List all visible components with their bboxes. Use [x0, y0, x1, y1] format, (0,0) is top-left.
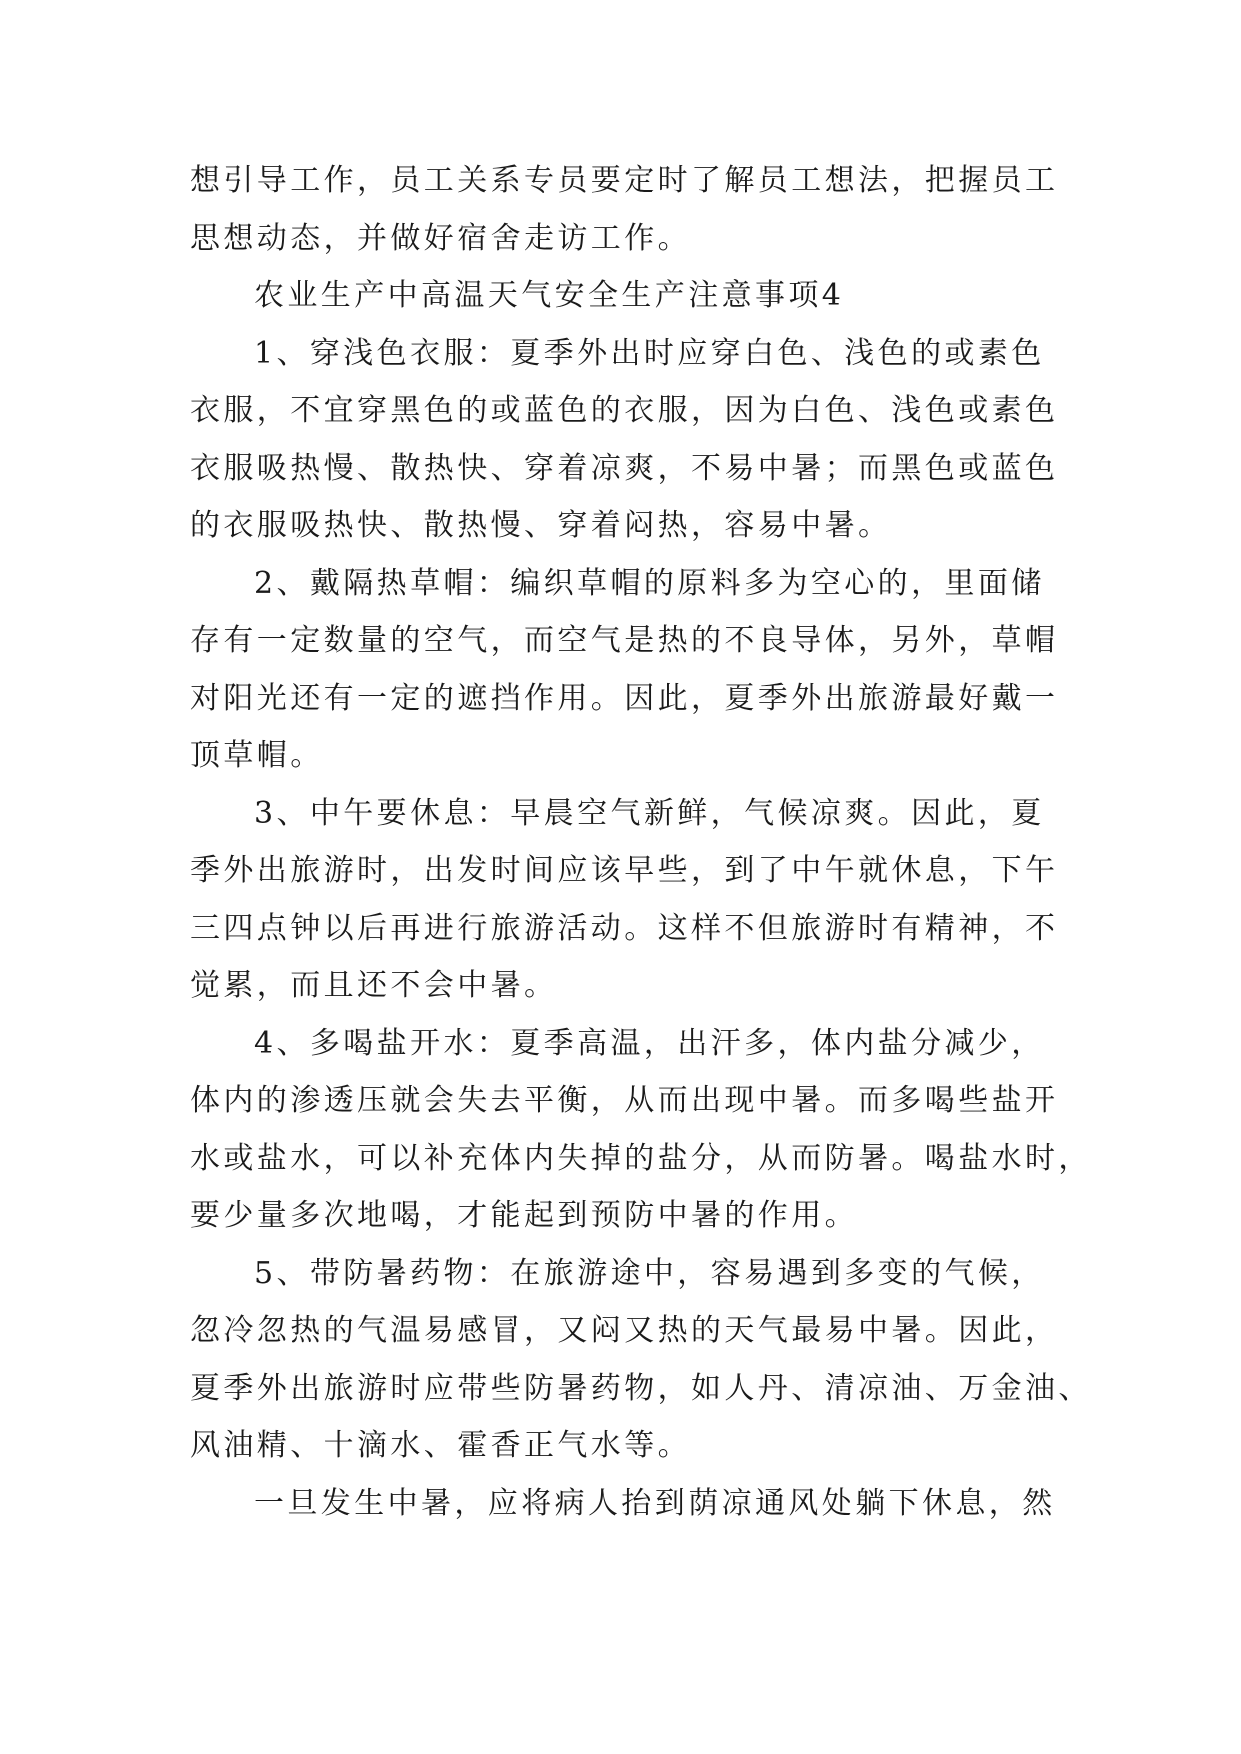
text-line: 风油精、十滴水、霍香正气水等。 [190, 1428, 691, 1463]
text-line: 顶草帽。 [190, 738, 324, 773]
text-line: 要少量多次地喝，才能起到预防中暑的作用。 [190, 1198, 858, 1233]
text-line: 1、穿浅色衣服：夏季外出时应穿白色、浅色的或素色 [254, 335, 1045, 371]
text-line: 5、带防暑药物：在旅游途中，容易遇到多变的气候， [254, 1255, 1045, 1291]
text-line: 思想动态，并做好宿舍走访工作。 [190, 220, 691, 256]
text-line: 体内的渗透压就会失去平衡，从而出现中暑。而多喝些盐开 [190, 1083, 1059, 1118]
text-line: 水或盐水，可以补充体内失掉的盐分，从而防暑。喝盐水时， [190, 1140, 1092, 1176]
text-line: 三四点钟以后再进行旅游活动。这样不但旅游时有精神，不 [190, 910, 1059, 946]
text-line: 对阳光还有一定的遮挡作用。因此，夏季外出旅游最好戴一 [190, 680, 1059, 716]
document-body [190, 152, 1092, 1532]
section-heading: 农业生产中高温天气安全生产注意事项4 [254, 278, 845, 313]
text-line: 觉累，而且还不会中暑。 [190, 968, 558, 1003]
text-line: 存有一定数量的空气，而空气是热的不良导体，另外，草帽 [190, 623, 1059, 658]
text-line: 衣服，不宜穿黑色的或蓝色的衣服，因为白色、浅色或素色 [190, 393, 1059, 428]
text-line: 3、中午要休息：早晨空气新鲜，气候凉爽。因此，夏 [254, 795, 1045, 831]
text-line: 衣服吸热慢、散热快、穿着凉爽，不易中暑；而黑色或蓝色 [190, 450, 1059, 486]
text-line: 一旦发生中暑，应将病人抬到荫凉通风处躺下休息，然 [254, 1485, 1056, 1521]
text-line: 想引导工作，员工关系专员要定时了解员工想法，把握员工 [190, 163, 1059, 198]
text-line: 4、多喝盐开水：夏季高温，出汗多，体内盐分减少， [254, 1025, 1045, 1061]
text-line: 夏季外出旅游时应带些防暑药物，如人丹、清凉油、万金油、 [190, 1370, 1092, 1406]
text-line: 的衣服吸热快、散热慢、穿着闷热，容易中暑。 [190, 508, 892, 543]
text-line: 忽冷忽热的气温易感冒，又闷又热的天气最易中暑。因此， [190, 1313, 1059, 1348]
text-line: 季外出旅游时，出发时间应该早些，到了中午就休息，下午 [190, 853, 1059, 888]
text-line: 2、戴隔热草帽：编织草帽的原料多为空心的，里面储 [254, 565, 1045, 601]
